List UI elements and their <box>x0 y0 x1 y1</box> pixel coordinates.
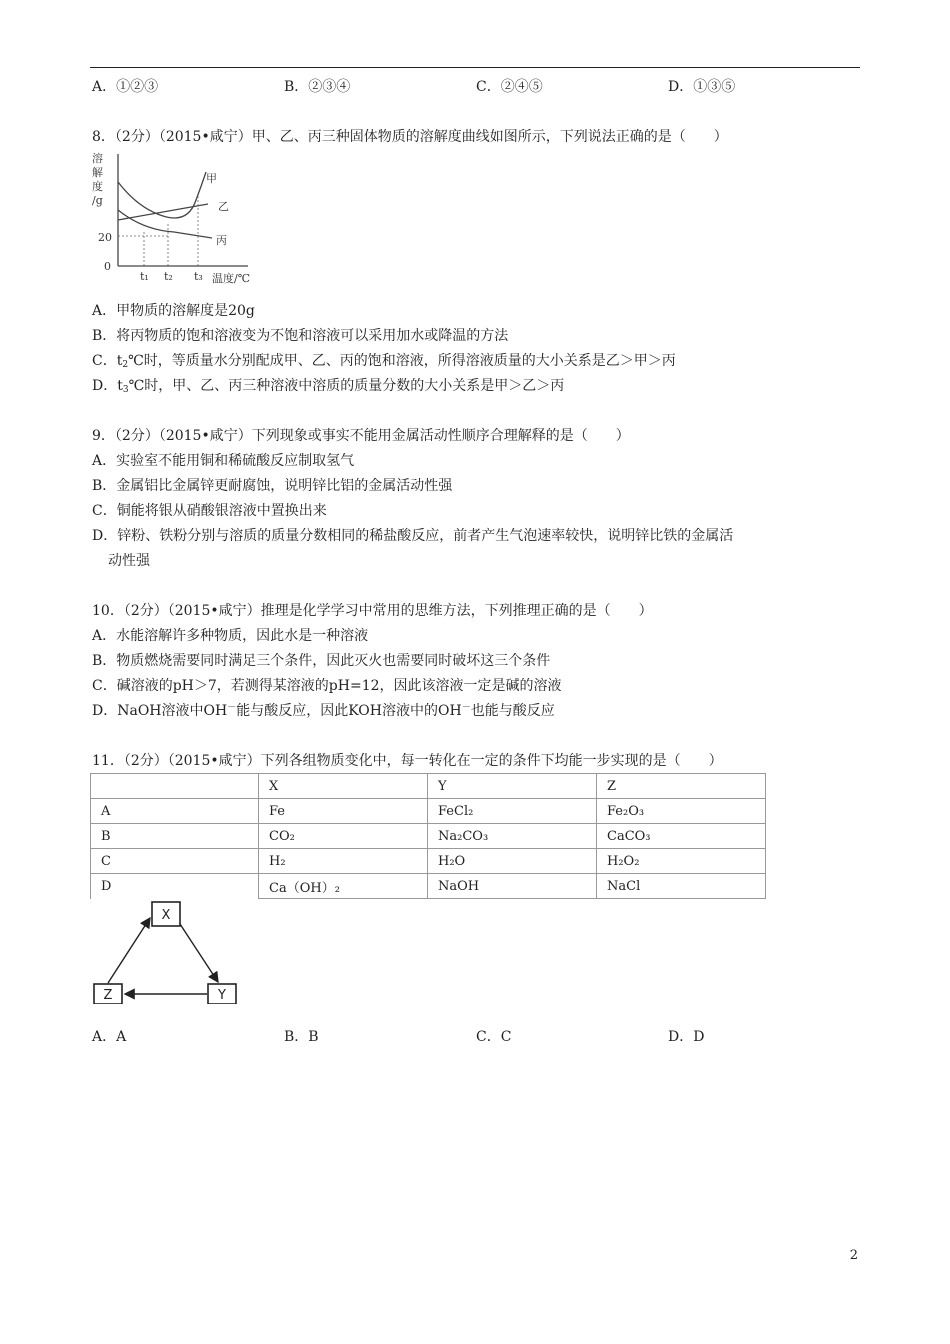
q10-option-d[interactable] <box>92 702 555 720</box>
table-cell: NaOH <box>428 874 597 899</box>
q7-option-c[interactable]: C．②④⑤ <box>476 79 543 95</box>
table-header-cell: Z <box>597 774 766 799</box>
q9-option-a[interactable]: A．实验室不能用铜和稀硫酸反应制取氢气 <box>92 453 355 469</box>
node-x-label: X <box>161 908 171 923</box>
table-cell: FeCl₂ <box>428 799 597 824</box>
table-cell: Na₂CO₃ <box>428 824 597 849</box>
q9-option-d-cont: 动性强 <box>108 553 150 569</box>
table-cell: H₂ <box>259 849 428 874</box>
q8-c-pre: C．t <box>92 353 123 369</box>
q8-option-d[interactable] <box>92 377 564 395</box>
table-cell: Fe₂O₃ <box>597 799 766 824</box>
q10-d-post: 也能与酸反应 <box>470 703 555 719</box>
q7-option-a[interactable]: A．①②③ <box>92 79 159 95</box>
table-cell: Ca（OH）₂ <box>259 874 428 899</box>
top-rule <box>90 67 860 68</box>
node-z-label: Z <box>103 988 113 1003</box>
q11-stem: 11．（2分）（2015•咸宁）下列各组物质变化中，每一转化在一定的条件下均能一步实现的是（ ） <box>92 753 723 769</box>
curve-yi <box>118 204 208 220</box>
q8-solubility-chart <box>88 148 278 288</box>
q8-c-post: ℃时，等质量水分别配成甲、乙、丙的饱和溶液，所得溶液质量的大小关系是乙＞甲＞丙 <box>128 353 676 369</box>
q11-option-d[interactable]: D．D <box>668 1029 705 1045</box>
q8-stem: 8．（2分）（2015•咸宁）甲、乙、丙三种固体物质的溶解度曲线如图所示，下列说法正确的是（ ） <box>92 129 728 145</box>
table-cell: A <box>91 799 259 824</box>
table-header-cell <box>91 774 259 799</box>
y-label-4: /g <box>92 194 103 207</box>
table-cell: Fe <box>259 799 428 824</box>
table-row <box>91 874 766 899</box>
y-tick-20: 20 <box>98 231 112 244</box>
y-label-3: 度 <box>92 180 103 193</box>
x-axis-label: 温度/℃ <box>212 272 251 285</box>
q11-table <box>90 773 766 899</box>
q10-d-sup: － <box>227 703 237 713</box>
q9-stem: 9．（2分）（2015•咸宁）下列现象或事实不能用金属活动性顺序合理解释的是（ ） <box>92 428 630 444</box>
table-cell: H₂O₂ <box>597 849 766 874</box>
q8-d-sub: 3 <box>122 385 129 395</box>
q10-d-mid: 能与酸反应，因此KOH溶液中的OH <box>236 703 462 719</box>
table-header-row <box>91 774 766 799</box>
q11-option-a[interactable]: A．A <box>92 1029 127 1045</box>
q10-option-c[interactable]: C．碱溶液的pH＞7，若测得某溶液的pH=12，因此该溶液一定是碱的溶液 <box>92 678 562 694</box>
q8-option-c[interactable] <box>92 352 676 370</box>
page-number: 2 <box>849 1248 858 1263</box>
q11-cycle-diagram <box>92 900 242 1004</box>
table-cell: CaCO₃ <box>597 824 766 849</box>
q8-d-post: ℃时，甲、乙、丙三种溶液中溶质的质量分数的大小关系是甲＞乙＞丙 <box>128 378 565 394</box>
node-y-label: Y <box>218 988 226 1003</box>
table-cell: H₂O <box>428 849 597 874</box>
table-row <box>91 799 766 824</box>
q9-option-c[interactable]: C．铜能将银从硝酸银溶液中置换出来 <box>92 503 327 519</box>
table-cell: B <box>91 824 259 849</box>
q7-option-d[interactable]: D．①③⑤ <box>668 79 736 95</box>
y-label-1: 溶 <box>92 152 103 165</box>
q8-d-pre: D．t <box>92 378 123 394</box>
table-row <box>91 824 766 849</box>
table-row <box>91 849 766 874</box>
origin-label: 0 <box>104 260 111 273</box>
x-tick-t1: t₁ <box>140 270 149 283</box>
y-label-2: 解 <box>92 166 103 179</box>
curve-jia <box>118 172 206 218</box>
q11-option-c[interactable]: C．C <box>476 1029 512 1045</box>
x-tick-t3: t₃ <box>194 270 203 283</box>
legend-jia: 甲 <box>206 172 217 185</box>
q9-option-d[interactable]: D．锌粉、铁粉分别与溶质的质量分数相同的稀盐酸反应，前者产生气泡速率较快，说明锌比铁的金属活 <box>92 528 734 544</box>
table-header-cell: Y <box>428 774 597 799</box>
q7-option-b[interactable]: B．②③④ <box>284 79 351 95</box>
q8-option-a[interactable]: A．甲物质的溶解度是20g <box>92 303 255 319</box>
q10-stem: 10．（2分）（2015•咸宁）推理是化学学习中常用的思维方法，下列推理正确的是（ ） <box>92 603 653 619</box>
q8-c-sub: 2 <box>122 360 129 370</box>
legend-yi: 乙 <box>218 200 229 213</box>
q10-d-pre: D．NaOH溶液中OH <box>92 703 228 719</box>
table-header-cell: X <box>259 774 428 799</box>
q10-option-a[interactable]: A．水能溶解许多种物质，因此水是一种溶液 <box>92 628 369 644</box>
table-cell: C <box>91 849 259 874</box>
legend-bing: 丙 <box>216 234 227 247</box>
q9-option-b[interactable]: B．金属铝比金属锌更耐腐蚀，说明锌比铝的金属活动性强 <box>92 478 453 494</box>
q8-option-b[interactable]: B．将丙物质的饱和溶液变为不饱和溶液可以采用加水或降温的方法 <box>92 328 509 344</box>
table-cell: D <box>91 874 259 899</box>
table-cell: CO₂ <box>259 824 428 849</box>
x-tick-t2: t₂ <box>164 270 173 283</box>
q10-option-b[interactable]: B．物质燃烧需要同时满足三个条件，因此灭火也需要同时破坏这三个条件 <box>92 653 551 669</box>
q10-d-sup2: － <box>461 703 471 713</box>
q11-option-b[interactable]: B．B <box>284 1029 319 1045</box>
table-cell: NaCl <box>597 874 766 899</box>
